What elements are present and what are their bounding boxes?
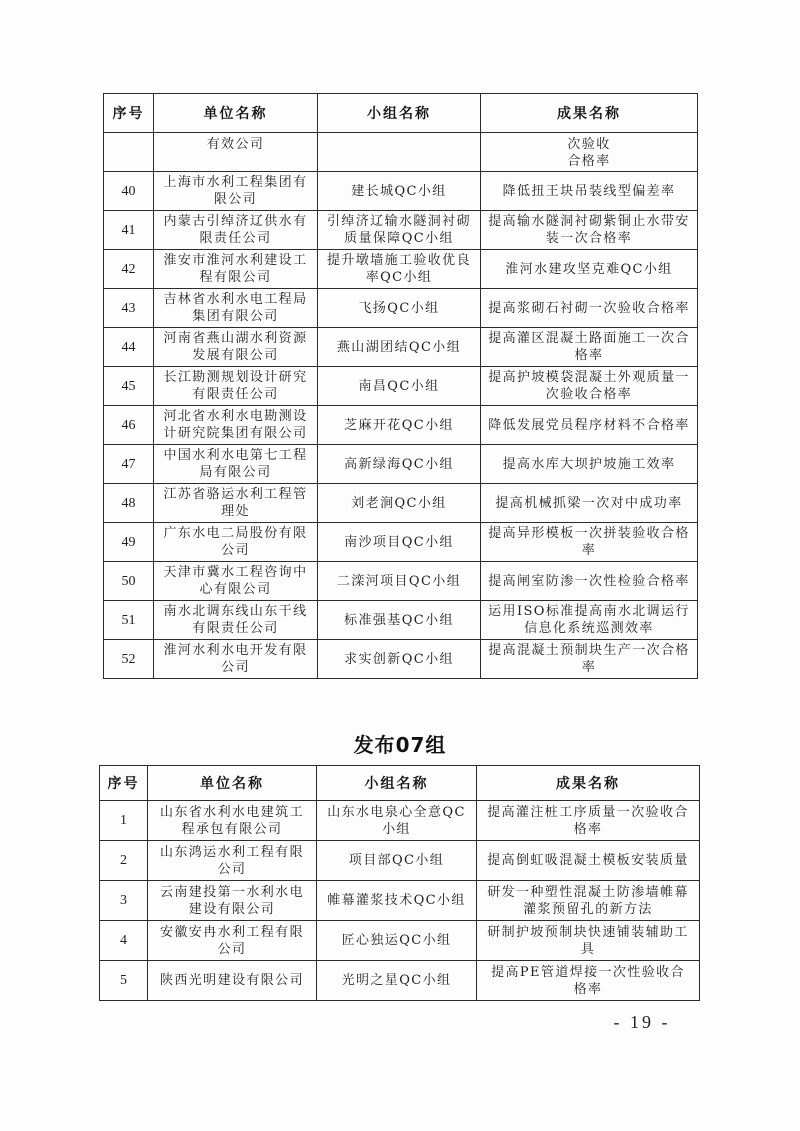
cell-group: 项目部QC小组	[317, 841, 477, 881]
cell-result: 提高浆砌石衬砌一次验收合格率	[481, 289, 698, 328]
cell-unit: 河北省水利水电勘测设 计研究院集团有限公司	[154, 406, 318, 445]
header-group: 小组名称	[318, 94, 481, 133]
cell-result: 提高闸室防渗一次性检验合格率	[481, 562, 698, 601]
cell-no: 52	[104, 640, 154, 679]
table-row	[104, 133, 698, 172]
qc-results-table-continued	[103, 93, 698, 679]
cell-result: 降低扭王块吊装线型偏差率	[481, 172, 698, 211]
cell-result: 提高灌区混凝土路面施工一次合 格率	[481, 328, 698, 367]
cell-group: 帷幕灌浆技术QC小组	[317, 881, 477, 921]
table-row	[104, 289, 698, 328]
cell-no: 5	[100, 961, 148, 1001]
cell-unit: 南水北调东线山东干线 有限责任公司	[154, 601, 318, 640]
cell-result: 降低发展党员程序材料不合格率	[481, 406, 698, 445]
cell-no: 51	[104, 601, 154, 640]
cell-group	[318, 133, 481, 172]
cell-group: 标准强基QC小组	[318, 601, 481, 640]
cell-result: 淮河水建攻坚克难QC小组	[481, 250, 698, 289]
table-header-row	[104, 94, 698, 133]
cell-no: 43	[104, 289, 154, 328]
table-row	[104, 172, 698, 211]
table-row	[104, 211, 698, 250]
cell-no: 50	[104, 562, 154, 601]
cell-result: 提高水库大坝护坡施工效率	[481, 445, 698, 484]
cell-group: 山东水电泉心全意QC 小组	[317, 801, 477, 841]
cell-unit: 山东鸿运水利工程有限 公司	[148, 841, 317, 881]
cell-unit: 有效公司	[154, 133, 318, 172]
page-number: - 19 -	[613, 1012, 671, 1032]
cell-group: 匠心独运QC小组	[317, 921, 477, 961]
cell-unit: 江苏省骆运水利工程管 理处	[154, 484, 318, 523]
cell-result: 运用ISO标准提高南水北调运行 信息化系统巡测效率	[481, 601, 698, 640]
table-row	[104, 640, 698, 679]
header-result: 成果名称	[481, 94, 698, 133]
cell-group: 光明之星QC小组	[317, 961, 477, 1001]
table-row	[104, 367, 698, 406]
cell-no: 49	[104, 523, 154, 562]
cell-unit: 陕西光明建设有限公司	[148, 961, 317, 1001]
cell-result: 提高护坡模袋混凝土外观质量一 次验收合格率	[481, 367, 698, 406]
cell-group: 南昌QC小组	[318, 367, 481, 406]
cell-no: 3	[100, 881, 148, 921]
cell-unit: 广东水电二局股份有限 公司	[154, 523, 318, 562]
cell-result: 提高输水隧洞衬砌紫铜止水带安 装一次合格率	[481, 211, 698, 250]
table-row	[104, 250, 698, 289]
cell-group: 二滦河项目QC小组	[318, 562, 481, 601]
cell-unit: 吉林省水利水电工程局 集团有限公司	[154, 289, 318, 328]
header-unit: 单位名称	[148, 766, 317, 801]
cell-result: 提高倒虹吸混凝土模板安装质量	[477, 841, 700, 881]
table-row	[104, 601, 698, 640]
cell-group: 刘老涧QC小组	[318, 484, 481, 523]
cell-group: 建长城QC小组	[318, 172, 481, 211]
cell-unit: 山东省水利水电建筑工 程承包有限公司	[148, 801, 317, 841]
cell-result: 研制护坡预制块快速铺装辅助工 具	[477, 921, 700, 961]
cell-result: 提高PE管道焊接一次性验收合 格率	[477, 961, 700, 1001]
cell-no: 4	[100, 921, 148, 961]
table-row	[104, 523, 698, 562]
cell-unit: 内蒙古引绰济辽供水有 限责任公司	[154, 211, 318, 250]
cell-no: 40	[104, 172, 154, 211]
cell-result: 提高异形模板一次拼装验收合格 率	[481, 523, 698, 562]
cell-result: 提高混凝土预制块生产一次合格 率	[481, 640, 698, 679]
cell-no: 44	[104, 328, 154, 367]
table-row	[100, 921, 700, 961]
header-result: 成果名称	[477, 766, 700, 801]
cell-group: 飞扬QC小组	[318, 289, 481, 328]
table-row	[100, 961, 700, 1001]
cell-group: 引绰济辽输水隧洞衬砌 质量保障QC小组	[318, 211, 481, 250]
cell-no: 42	[104, 250, 154, 289]
header-no: 序号	[100, 766, 148, 801]
table-header-row	[100, 766, 700, 801]
cell-no	[104, 133, 154, 172]
cell-result: 提高灌注桩工序质量一次验收合 格率	[477, 801, 700, 841]
table-row	[104, 445, 698, 484]
cell-no: 48	[104, 484, 154, 523]
cell-unit: 长江勘测规划设计研究 有限责任公司	[154, 367, 318, 406]
table-row	[104, 328, 698, 367]
cell-unit: 上海市水利工程集团有 限公司	[154, 172, 318, 211]
cell-no: 1	[100, 801, 148, 841]
cell-group: 高新绿海QC小组	[318, 445, 481, 484]
cell-group: 燕山湖团结QC小组	[318, 328, 481, 367]
table-row	[100, 881, 700, 921]
cell-no: 41	[104, 211, 154, 250]
table-row	[100, 841, 700, 881]
table-row	[104, 484, 698, 523]
qc-results-table-group-07	[99, 765, 700, 1001]
cell-unit: 淮安市淮河水利建设工 程有限公司	[154, 250, 318, 289]
header-no: 序号	[104, 94, 154, 133]
cell-result: 次验收 合格率	[481, 133, 698, 172]
cell-no: 45	[104, 367, 154, 406]
cell-unit: 中国水利水电第七工程 局有限公司	[154, 445, 318, 484]
table-row	[100, 801, 700, 841]
cell-result: 研发一种塑性混凝土防渗墙帷幕 灌浆预留孔的新方法	[477, 881, 700, 921]
cell-unit: 安徽安冉水利工程有限 公司	[148, 921, 317, 961]
section-title: 发布07组	[353, 733, 447, 757]
cell-group: 南沙项目QC小组	[318, 523, 481, 562]
cell-group: 提升墩墙施工验收优良 率QC小组	[318, 250, 481, 289]
cell-no: 46	[104, 406, 154, 445]
cell-unit: 云南建投第一水利水电 建设有限公司	[148, 881, 317, 921]
table-row	[104, 562, 698, 601]
cell-unit: 河南省燕山湖水利资源 发展有限公司	[154, 328, 318, 367]
cell-no: 47	[104, 445, 154, 484]
cell-group: 求实创新QC小组	[318, 640, 481, 679]
cell-unit: 天津市冀水工程咨询中 心有限公司	[154, 562, 318, 601]
table-row	[104, 406, 698, 445]
cell-group: 芝麻开花QC小组	[318, 406, 481, 445]
cell-result: 提高机械抓梁一次对中成功率	[481, 484, 698, 523]
cell-unit: 淮河水利水电开发有限 公司	[154, 640, 318, 679]
header-group: 小组名称	[317, 766, 477, 801]
cell-no: 2	[100, 841, 148, 881]
header-unit: 单位名称	[154, 94, 318, 133]
